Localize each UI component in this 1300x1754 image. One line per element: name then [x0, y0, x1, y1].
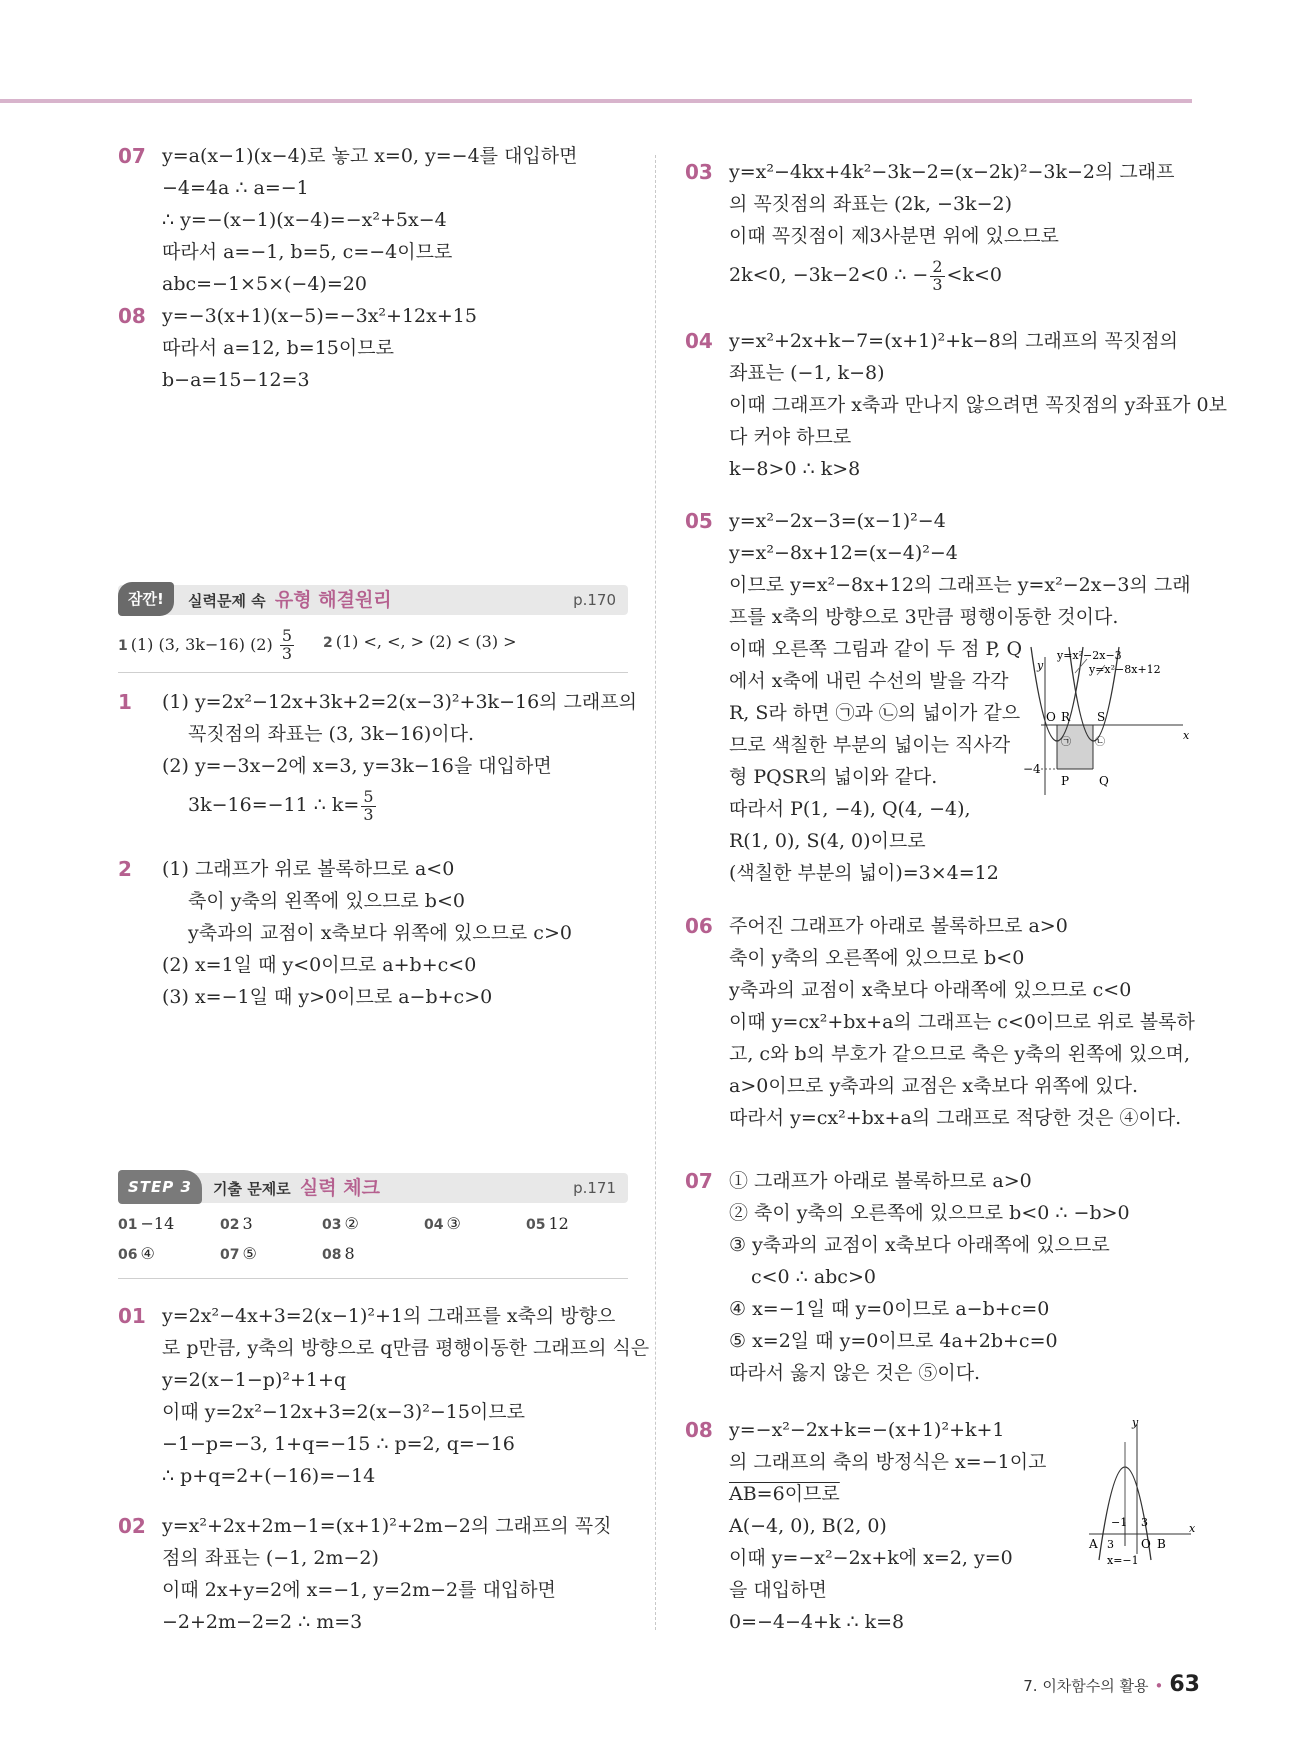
section-title-main: 실력문제 속 — [188, 592, 266, 610]
solution-line: 주어진 그래프가 아래로 볼록하므로 a>0 — [729, 915, 1068, 937]
equation-text: 2k<0, −3k−2<0 ∴ − — [729, 264, 929, 286]
section-title-accent: 실력 체크 — [299, 1177, 380, 1199]
section-header-tip — [118, 585, 628, 615]
solution-line: y축과의 교점이 x축보다 위쪽에 있으므로 c>0 — [188, 922, 572, 944]
quick-answer — [322, 1240, 355, 1269]
quick-answer — [323, 628, 517, 657]
solution-body — [162, 1510, 628, 1638]
bullet-icon: • — [1154, 1677, 1164, 1695]
solution-body — [162, 300, 628, 396]
solution-body — [162, 1300, 650, 1492]
solution-line: 의 꼭짓점의 좌표는 (2k, −3k−2) — [729, 193, 1012, 215]
chapter-title: 7. 이차함수의 활용 — [1023, 1677, 1149, 1695]
fraction-numerator: 5 — [363, 786, 374, 806]
solution-line: 이때 오른쪽 그림과 같이 두 점 P, Q — [729, 638, 1023, 660]
solution-line: 이때 2x+y=2에 x=−1, y=2m−2를 대입하면 — [162, 1579, 556, 1601]
problem-number: 03 — [685, 160, 713, 184]
solution-line: y=x²−2x−3=(x−1)²−4 — [729, 510, 946, 532]
solution-line: AB=6이므로 — [729, 1483, 840, 1505]
solution-line: 따라서 y=cx²+bx+a의 그래프로 적당한 것은 ④이다. — [729, 1107, 1182, 1129]
solution-line: ② 축이 y축의 오른쪽에 있으므로 b<0 ∴ −b>0 — [729, 1202, 1130, 1224]
solution-line: 0=−4−4+k ∴ k=8 — [729, 1611, 905, 1633]
answer-label: 08 — [322, 1247, 342, 1263]
solution-line — [729, 252, 1195, 298]
solution-line — [162, 782, 628, 828]
section-title — [188, 585, 392, 616]
solution-line: −4=4a ∴ a=−1 — [162, 177, 309, 199]
solution-line: y=x²−4kx+4k²−3k−2=(x−2k)²−3k−2의 그래프 — [729, 161, 1175, 183]
solution-line: 로 p만큼, y축의 방향으로 q만큼 평행이동한 그래프의 식은 — [162, 1337, 650, 1359]
region-mark-2: ㉡ — [1095, 737, 1105, 748]
section-badge: STEP 3 — [118, 1170, 202, 1204]
solution-line: 이때 그래프가 x축과 만나지 않으려면 꼭짓점의 y좌표가 0보 — [729, 394, 1227, 416]
problem-number: 06 — [685, 914, 713, 938]
answer-value: ⑤ — [242, 1244, 257, 1263]
parabola-area-figure — [1023, 645, 1195, 805]
solution-line: y=2(x−1−p)²+1+q — [162, 1369, 347, 1391]
solution-line: y=−3(x+1)(x−5)=−3x²+12x+15 — [162, 305, 477, 327]
answer-label: 03 — [322, 1217, 342, 1233]
solution-line: ① 그래프가 아래로 볼록하므로 a>0 — [729, 1170, 1032, 1192]
origin-label: O — [1046, 710, 1056, 724]
solution-body — [162, 853, 628, 1013]
problem-number: 01 — [118, 1304, 146, 1328]
answer-value: 8 — [344, 1244, 355, 1263]
solution-line: 따라서 a=−1, b=5, c=−4이므로 — [162, 241, 453, 263]
quick-answer — [322, 1210, 359, 1239]
distance-label-left: 3 — [1107, 1538, 1114, 1551]
answer-value: ② — [344, 1214, 359, 1233]
solution-body — [162, 140, 628, 300]
quick-answer-row — [118, 1240, 628, 1268]
quick-answer-row — [118, 1210, 628, 1238]
solution-line: 축이 y축의 왼쪽에 있으므로 b<0 — [188, 890, 465, 912]
fraction-denominator: 3 — [932, 274, 943, 294]
top-divider-bar — [0, 99, 1192, 103]
section-title-accent: 유형 해결원리 — [274, 589, 392, 611]
region-mark-1: ㉠ — [1061, 737, 1071, 748]
fraction-numerator: 2 — [932, 256, 943, 276]
problem-number: 08 — [118, 304, 146, 328]
problem-number: 07 — [118, 144, 146, 168]
section-page-ref: p.171 — [573, 1179, 616, 1197]
solution-line: b−a=15−12=3 — [162, 369, 310, 391]
solution-line: k−8>0 ∴ k>8 — [729, 458, 861, 480]
y-axis-label: y — [1132, 1416, 1139, 1429]
solution-line: ⑤ x=2일 때 y=0이므로 4a+2b+c=0 — [729, 1330, 1058, 1352]
solution-line: 따라서 P(1, −4), Q(4, −4), — [729, 798, 971, 820]
downward-parabola-figure — [1085, 1414, 1197, 1574]
point-b-label: B — [1157, 1537, 1166, 1551]
solution-line: y=2x²−4x+3=2(x−1)²+1의 그래프를 x축의 방향으 — [162, 1305, 616, 1327]
solution-line: R(1, 0), S(4, 0)이므로 — [729, 830, 926, 852]
answer-label: 06 — [118, 1247, 138, 1263]
solution-line: (2) x=1일 때 y<0이므로 a+b+c<0 — [162, 954, 477, 976]
solution-line: 므로 색칠한 부분의 넓이는 직사각 — [729, 734, 1011, 756]
quick-answer — [118, 1240, 155, 1269]
separator-line — [118, 672, 628, 673]
fraction-denominator: 3 — [363, 804, 374, 824]
problem-number: 08 — [685, 1418, 713, 1442]
quick-answer — [220, 1240, 257, 1269]
solution-body — [162, 686, 637, 828]
answer-value: ④ — [140, 1244, 155, 1263]
problem-number: 07 — [685, 1169, 713, 1193]
solution-line: 이때 y=cx²+bx+a의 그래프는 c<0이므로 위로 볼록하 — [729, 1011, 1195, 1033]
separator-line — [118, 1278, 628, 1279]
solution-line: (2) y=−3x−2에 x=3, y=3k−16을 대입하면 — [162, 755, 552, 777]
answer-label: 2 — [323, 635, 333, 651]
solution-line: c<0 ∴ abc>0 — [751, 1266, 876, 1288]
section-page-ref: p.170 — [573, 591, 616, 609]
page-number: 63 — [1169, 1672, 1200, 1697]
answer-label: 07 — [220, 1247, 240, 1263]
answer-label: 1 — [118, 637, 128, 654]
solution-line: y축과의 교점이 x축보다 아래쪽에 있으므로 c<0 — [729, 979, 1132, 1001]
solution-line: 다 커야 하므로 — [729, 426, 852, 448]
solution-line: 점의 좌표는 (−1, 2m−2) — [162, 1547, 379, 1569]
answer-value: 3 — [242, 1214, 253, 1233]
solution-body — [729, 910, 1195, 1134]
section-title — [213, 1173, 380, 1204]
equation-text: <k<0 — [946, 264, 1002, 286]
solution-line: 꼭짓점의 좌표는 (3, 3k−16)이다. — [188, 723, 474, 745]
quick-answer — [526, 1210, 569, 1239]
x-axis-label: x — [1183, 729, 1190, 742]
answer-label: 02 — [220, 1217, 240, 1233]
quick-answer — [424, 1210, 461, 1239]
answer-value: 12 — [548, 1214, 569, 1233]
section-title-main: 기출 문제로 — [213, 1180, 291, 1198]
solution-body — [729, 156, 1195, 298]
solution-line: y=x²+2x+2m−1=(x+1)²+2m−2의 그래프의 꼭짓 — [162, 1515, 612, 1537]
quick-answer-row — [118, 626, 628, 663]
solution-line: 축이 y축의 오른쪽에 있으므로 b<0 — [729, 947, 1025, 969]
solution-line: abc=−1×5×(−4)=20 — [162, 273, 367, 295]
neg4-label: −4 — [1023, 762, 1041, 776]
problem-number: 2 — [118, 857, 132, 881]
solution-body — [729, 1165, 1195, 1389]
column-divider — [655, 155, 656, 1630]
solution-line: (1) y=2x²−12x+3k+2=2(x−3)²+3k−16의 그래프의 — [162, 691, 637, 713]
solution-line: ③ y축과의 교점이 x축보다 아래쪽에 있으므로 — [729, 1234, 1110, 1256]
problem-number: 05 — [685, 509, 713, 533]
fraction-denominator: 3 — [281, 643, 293, 663]
x-axis-label: x — [1189, 1522, 1196, 1535]
solution-line: 프를 x축의 방향으로 3만큼 평행이동한 것이다. — [729, 606, 1119, 628]
point-r-label: R — [1061, 710, 1071, 724]
solution-body — [729, 325, 1227, 485]
solution-line: (3) x=−1일 때 y>0이므로 a−b+c>0 — [162, 986, 493, 1008]
answer-label: 01 — [118, 1217, 138, 1233]
quick-answer — [220, 1210, 253, 1239]
point-q-label: Q — [1099, 774, 1109, 788]
solution-line: 을 대입하면 — [729, 1579, 827, 1601]
answer-label: 05 — [526, 1217, 546, 1233]
axis-equation-label: x=−1 — [1107, 1554, 1139, 1567]
solution-line: 따라서 옳지 않은 것은 ⑤이다. — [729, 1362, 981, 1384]
solution-line: 이때 y=−x²−2x+k에 x=2, y=0 — [729, 1547, 1013, 1569]
fraction — [361, 786, 375, 824]
origin-label: O — [1141, 1537, 1151, 1551]
problem-number: 02 — [118, 1514, 146, 1538]
answer-value: (1) <, <, > (2) < (3) > — [335, 632, 517, 651]
answer-value: (1) (3, 3k−16) (2) — [130, 634, 273, 654]
point-s-label: S — [1097, 710, 1106, 724]
section-header-step3 — [118, 1173, 628, 1203]
solution-line: 의 그래프의 축의 방정식은 x=−1이고 — [729, 1451, 1047, 1473]
solution-line: −1−p=−3, 1+q=−15 ∴ p=2, q=−16 — [162, 1433, 515, 1455]
point-a-label: A — [1089, 1537, 1098, 1551]
solution-line: (1) 그래프가 위로 볼록하므로 a<0 — [162, 858, 455, 880]
solution-line: y=a(x−1)(x−4)로 놓고 x=0, y=−4를 대입하면 — [162, 145, 578, 167]
solution-line: A(−4, 0), B(2, 0) — [729, 1515, 887, 1537]
solution-line: ∴ p+q=2+(−16)=−14 — [162, 1465, 376, 1487]
solution-line: a>0이므로 y축과의 교점은 x축보다 위쪽에 있다. — [729, 1075, 1139, 1097]
fraction — [930, 256, 944, 294]
solution-line: ④ x=−1일 때 y=0이므로 a−b+c=0 — [729, 1298, 1050, 1320]
quick-answer — [118, 1210, 174, 1239]
solution-line: 따라서 a=12, b=15이므로 — [162, 337, 394, 359]
solution-line: 에서 x축에 내린 수선의 발을 각각 — [729, 670, 1009, 692]
solution-line: 형 PQSR의 넓이와 같다. — [729, 766, 938, 788]
quick-answer — [118, 628, 296, 663]
page-footer — [1023, 1672, 1200, 1697]
solution-line: R, S라 하면 ㉠과 ㉡의 넓이가 같으 — [729, 702, 1021, 724]
neg1-label: −1 — [1111, 1516, 1128, 1529]
answer-label: 04 — [424, 1217, 444, 1233]
distance-label-right: 3 — [1141, 1516, 1148, 1529]
solution-line: (색칠한 부분의 넓이)=3×4=12 — [729, 862, 999, 884]
equation-label-1: y=x²−2x−3 — [1057, 649, 1122, 662]
solution-line: y=x²+2x+k−7=(x+1)²+k−8의 그래프의 꼭짓점의 — [729, 330, 1178, 352]
answer-value: ③ — [446, 1214, 461, 1233]
equation-text: 3k−16=−11 ∴ k= — [188, 794, 360, 816]
equation-label-2: y=x²−8x+12 — [1089, 663, 1161, 676]
fraction — [280, 628, 294, 663]
solution-line: y=x²−8x+12=(x−4)²−4 — [729, 542, 958, 564]
solution-line: 이때 꼭짓점이 제3사분면 위에 있으므로 — [729, 225, 1059, 247]
solution-line: y=−x²−2x+k=−(x+1)²+k+1 — [729, 1419, 1005, 1441]
answer-value: −14 — [140, 1214, 175, 1233]
problem-number: 04 — [685, 329, 713, 353]
solution-line: 이므로 y=x²−8x+12의 그래프는 y=x²−2x−3의 그래 — [729, 574, 1191, 596]
section-badge: 잠깐! — [118, 582, 174, 616]
solution-line: 이때 y=2x²−12x+3=2(x−3)²−15이므로 — [162, 1401, 525, 1423]
problem-number: 1 — [118, 690, 132, 714]
solution-line: 좌표는 (−1, k−8) — [729, 362, 885, 384]
fraction-numerator: 5 — [281, 626, 293, 645]
solution-line: ∴ y=−(x−1)(x−4)=−x²+5x−4 — [162, 209, 447, 231]
solution-line: −2+2m−2=2 ∴ m=3 — [162, 1611, 363, 1633]
solution-line: 고, c와 b의 부호가 같으므로 축은 y축의 왼쪽에 있으며, — [729, 1043, 1191, 1065]
y-axis-label: y — [1037, 659, 1044, 672]
point-p-label: P — [1061, 774, 1070, 788]
